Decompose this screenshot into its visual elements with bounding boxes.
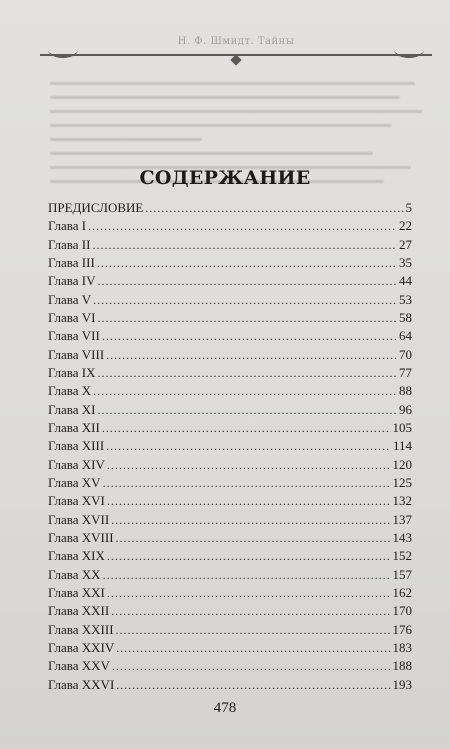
toc-leader-dots	[107, 456, 391, 474]
running-title: Н. Ф. Шмидт. Тайны	[177, 36, 295, 47]
toc-entry	[48, 382, 412, 400]
toc-entry-label: Глава XIV	[48, 456, 105, 472]
toc-entry-label: Глава X	[48, 383, 92, 399]
toc-entry	[48, 236, 412, 254]
toc-entry-page: 193	[392, 676, 412, 692]
toc-entry	[48, 602, 412, 620]
toc-leader-dots	[102, 419, 391, 437]
toc-entry-page: 188	[392, 658, 412, 674]
toc-entry-page: 114	[392, 438, 412, 454]
toc-entry-page: 88	[399, 383, 412, 399]
toc-entry-page: 5	[405, 200, 412, 215]
ornament-center-icon	[230, 54, 241, 65]
toc-entry	[48, 621, 412, 639]
toc-entry-label: Глава XXV	[48, 658, 110, 674]
toc-entry-page: 53	[399, 291, 412, 307]
toc-leader-dots	[112, 657, 391, 675]
toc-entry-page: 176	[392, 621, 412, 637]
toc-entry	[48, 437, 412, 455]
toc-entry	[48, 657, 412, 675]
toc-entry-page: 44	[399, 273, 412, 289]
toc-entry-label: Глава VIII	[48, 346, 105, 362]
toc-entry-page: 170	[392, 603, 412, 619]
toc-entry	[48, 529, 412, 547]
toc-entry-label: Глава XV	[48, 474, 101, 490]
toc-leader-dots	[106, 346, 397, 364]
toc-leader-dots	[103, 566, 391, 584]
toc-entry-label: Глава XXII	[48, 603, 110, 619]
toc-entry	[48, 199, 412, 217]
toc-entry	[48, 346, 412, 364]
toc-entry	[48, 511, 412, 529]
toc-entry-page: 152	[392, 548, 412, 564]
toc-entry-label: Глава XI	[48, 401, 96, 417]
toc-entry-label: ПРЕДИСЛОВИЕ	[48, 200, 144, 215]
toc-entry	[48, 254, 412, 272]
ornament-right-icon	[394, 42, 424, 58]
toc-entry-page: 77	[399, 364, 412, 380]
toc-entry-label: Глава XIII	[48, 438, 105, 454]
toc-entry-page: 157	[392, 566, 412, 582]
toc-entry	[48, 309, 412, 327]
toc-entry-page: 125	[392, 474, 412, 490]
toc-entry-page: 58	[399, 309, 412, 325]
toc-entry-page: 137	[392, 511, 412, 527]
toc-entry-label: Глава IV	[48, 273, 96, 289]
toc-leader-dots	[88, 217, 397, 235]
toc-entry-page: 64	[399, 328, 412, 344]
toc-entry-page: 35	[399, 254, 412, 270]
toc-entry	[48, 456, 412, 474]
toc-entry-page: 132	[392, 493, 412, 509]
toc-entry-label: Глава II	[48, 236, 91, 252]
toc-entry-label: Глава XXVI	[48, 676, 115, 692]
page-number: 478	[213, 700, 237, 716]
toc-entry-label: Глава I	[48, 218, 87, 234]
toc-leader-dots	[111, 511, 390, 529]
toc-entry	[48, 272, 412, 290]
toc-entry-label: Глава XVII	[48, 511, 110, 527]
toc-leader-dots	[111, 602, 390, 620]
toc-entry-label: Глава XIX	[48, 548, 105, 564]
toc-entry-label: Глава XII	[48, 419, 100, 435]
toc-leader-dots	[92, 236, 397, 254]
toc-entry	[48, 474, 412, 492]
toc-leader-dots	[107, 547, 391, 565]
toc-entry-page: 183	[392, 639, 412, 655]
toc-entry-label: Глава XVIII	[48, 529, 114, 545]
toc-leader-dots	[98, 401, 398, 419]
toc-entry-label: Глава VI	[48, 309, 96, 325]
toc-entry	[48, 676, 412, 694]
toc-leader-dots	[145, 199, 403, 217]
toc-entry-label: Глава VII	[48, 328, 100, 344]
toc-entry-label: Глава XXIII	[48, 621, 114, 637]
toc-entry-page: 22	[399, 218, 412, 234]
toc-entry-page: 162	[392, 584, 412, 600]
toc-entry	[48, 419, 412, 437]
toc-title: СОДЕРЖАНИЕ	[139, 167, 311, 189]
toc-entry-page: 96	[399, 401, 412, 417]
toc-leader-dots	[116, 529, 391, 547]
toc-entry-page: 27	[399, 236, 412, 252]
toc-leader-dots	[116, 639, 390, 657]
toc-entry-label: Глава XXI	[48, 584, 105, 600]
toc-entry	[48, 492, 412, 510]
toc-entry-page: 105	[392, 419, 412, 435]
toc-entry	[48, 217, 412, 235]
toc-entry	[48, 547, 412, 565]
toc-leader-dots	[116, 676, 390, 694]
toc-entry-page: 143	[392, 529, 412, 545]
toc-entry	[48, 401, 412, 419]
toc-leader-dots	[98, 364, 398, 382]
toc-entry-label: Глава IX	[48, 364, 96, 380]
toc-entry	[48, 584, 412, 602]
toc-leader-dots	[107, 492, 391, 510]
toc-leader-dots	[93, 291, 397, 309]
toc-leader-dots	[93, 382, 397, 400]
running-header	[40, 32, 432, 68]
toc-leader-dots	[107, 584, 391, 602]
toc-entry-page: 120	[392, 456, 412, 472]
toc-entry	[48, 639, 412, 657]
toc-entry	[48, 327, 412, 345]
toc-entry	[48, 291, 412, 309]
toc-leader-dots	[106, 437, 391, 455]
table-of-contents	[48, 199, 412, 694]
toc-leader-dots	[97, 254, 397, 272]
toc-leader-dots	[116, 621, 391, 639]
toc-entry-label: Глава XXIV	[48, 639, 115, 655]
toc-entry-page: 70	[399, 346, 412, 362]
toc-leader-dots	[103, 474, 391, 492]
toc-leader-dots	[98, 272, 398, 290]
toc-entry	[48, 566, 412, 584]
toc-entry-label: Глава III	[48, 254, 95, 270]
toc-entry-label: Глава V	[48, 291, 92, 307]
toc-entry-label: Глава XVI	[48, 493, 105, 509]
toc-entry	[48, 364, 412, 382]
toc-leader-dots	[102, 327, 397, 345]
toc-leader-dots	[98, 309, 398, 327]
toc-entry-label: Глава XX	[48, 566, 101, 582]
